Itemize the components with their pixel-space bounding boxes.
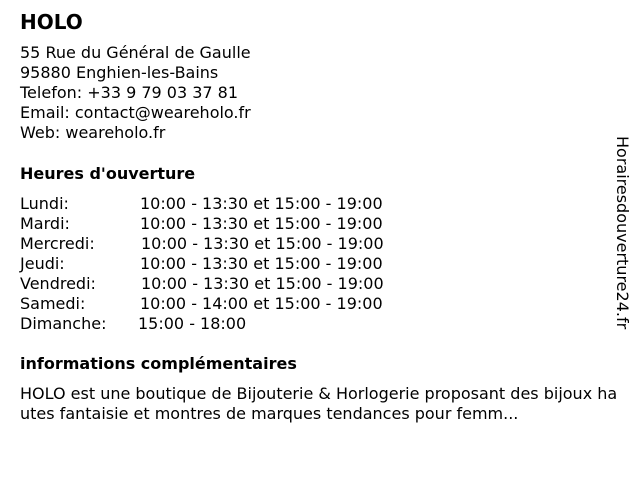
- hours-row-thursday: [20, 254, 384, 274]
- day-label: Samedi:: [20, 294, 86, 313]
- info-heading: informations complémentaires: [20, 354, 297, 373]
- hours-table: [20, 194, 384, 334]
- hours-row-wednesday: [20, 234, 384, 254]
- day-label: Mercredi:: [20, 234, 95, 253]
- time-range: 10:00 - 14:00 et 15:00 - 19:00: [140, 294, 383, 313]
- site-watermark: Horairesdouverture24.fr: [613, 136, 632, 330]
- hours-row-friday: [20, 274, 384, 294]
- phone-number: Telefon: +33 9 79 03 37 81: [20, 83, 239, 102]
- day-label: Lundi:: [20, 194, 69, 213]
- day-label: Mardi:: [20, 214, 70, 233]
- day-label: Dimanche:: [20, 314, 107, 333]
- business-name: HOLO: [20, 10, 83, 34]
- address-street: 55 Rue du Général de Gaulle: [20, 43, 251, 62]
- hours-row-monday: [20, 194, 384, 214]
- hours-row-tuesday: [20, 214, 384, 234]
- time-range: 10:00 - 13:30 et 15:00 - 19:00: [140, 214, 383, 233]
- email-address: Email: contact@weareholo.fr: [20, 103, 251, 122]
- hours-row-sunday: [20, 314, 384, 334]
- hours-heading: Heures d'ouverture: [20, 164, 196, 183]
- time-range: 10:00 - 13:30 et 15:00 - 19:00: [140, 194, 383, 213]
- day-label: Vendredi:: [20, 274, 96, 293]
- business-description: HOLO est une boutique de Bijouterie & Horlogerie proposant des bijoux hautes fantaisie et montres de marques tendances pour femm...: [20, 384, 618, 423]
- address-city: 95880 Enghien-les-Bains: [20, 63, 219, 82]
- time-range: 10:00 - 13:30 et 15:00 - 19:00: [141, 274, 384, 293]
- hours-row-saturday: [20, 294, 384, 314]
- time-range: 15:00 - 18:00: [138, 314, 247, 333]
- time-range: 10:00 - 13:30 et 15:00 - 19:00: [140, 254, 383, 273]
- website: Web: weareholo.fr: [20, 123, 166, 142]
- day-label: Jeudi:: [20, 254, 65, 273]
- contact-block: [20, 43, 251, 143]
- time-range: 10:00 - 13:30 et 15:00 - 19:00: [141, 234, 384, 253]
